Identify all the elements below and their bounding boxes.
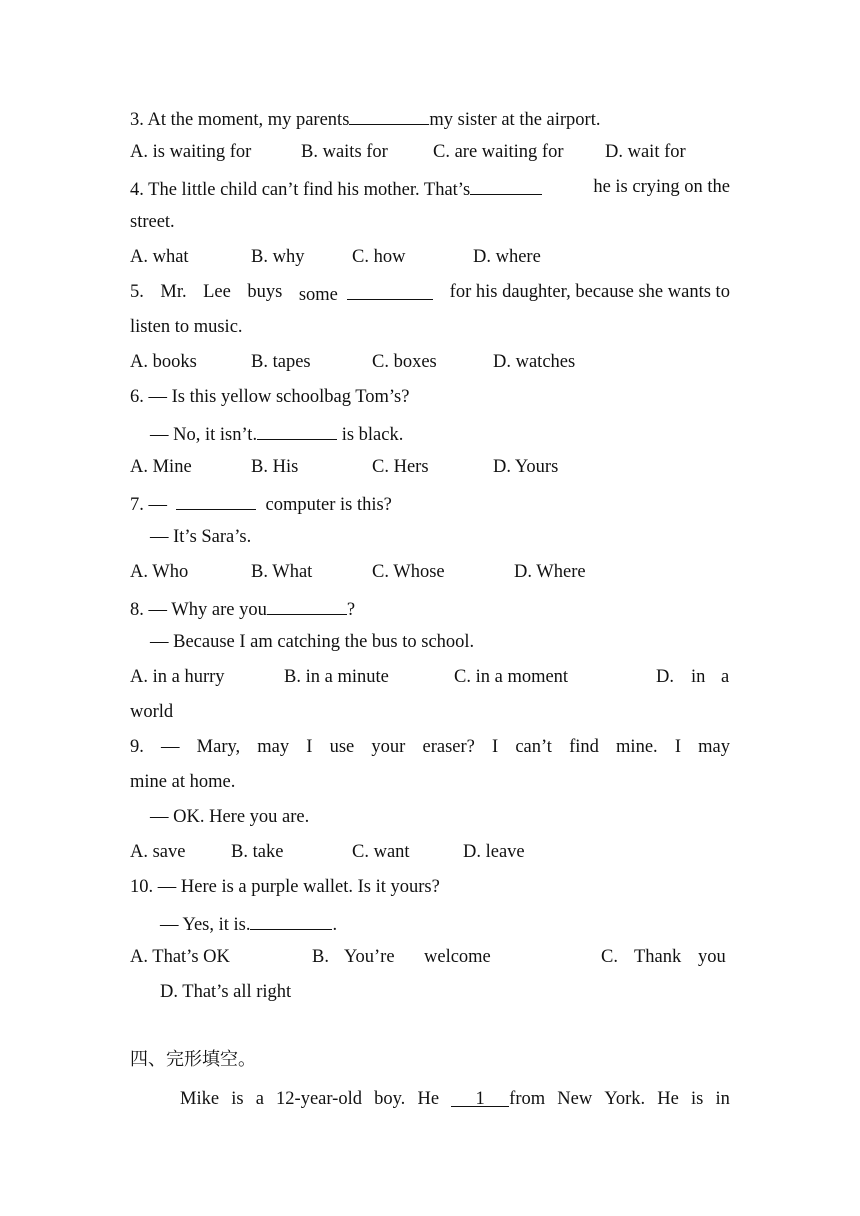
option-a: A. in a hurry — [130, 667, 225, 687]
option-d: D. leave — [463, 842, 525, 862]
option-c: C. boxes — [372, 352, 437, 372]
option-c: C. are waiting for — [433, 142, 564, 162]
question-9-stem: 9. — Mary, may I use your eraser? I can’t find mine. I may — [130, 737, 730, 757]
answer-blank — [347, 280, 433, 300]
question-9-line-3: — OK. Here you are. — [150, 807, 310, 827]
option-a: A. Mine — [130, 457, 192, 477]
answer-blank — [176, 490, 256, 510]
question-8-line-1: 8. — Why are you ? — [130, 595, 730, 622]
option-a: A. That’s OK — [130, 947, 230, 967]
question-6-line-1: 6. — Is this yellow schoolbag Tom’s? — [130, 387, 410, 407]
question-5-stem: 5. Mr. Lee buys some for his daughter, because she wants to — [130, 282, 730, 305]
option-b: B. why — [251, 247, 305, 267]
question-10-line-1: 10. — Here is a purple wallet. Is it yours? — [130, 877, 440, 897]
option-a: A. is waiting for — [130, 142, 252, 162]
answer-blank — [349, 105, 429, 125]
answer-blank — [267, 595, 347, 615]
option-d: D. — [656, 667, 674, 687]
option-b: B. — [312, 947, 329, 967]
option-d-word: in — [691, 667, 706, 687]
cloze-passage-line: Mike is a 12-year-old boy. He 1 from New York. He is in — [180, 1089, 730, 1109]
option-d: D. where — [473, 247, 541, 267]
option-b-word: You’re — [344, 947, 395, 967]
question-9-stem-continued: mine at home. — [130, 772, 236, 792]
option-b: B. take — [231, 842, 284, 862]
answer-blank — [250, 910, 332, 930]
option-d: D. watches — [493, 352, 576, 372]
option-b: B. His — [251, 457, 299, 477]
option-c: C. in a moment — [454, 667, 569, 687]
answer-blank — [257, 420, 337, 440]
option-d: D. Where — [514, 562, 586, 582]
option-c-word: you — [698, 947, 726, 967]
option-c: C. Whose — [372, 562, 445, 582]
question-10-options-wrap: D. That’s all right — [160, 982, 292, 1002]
option-d-word: a — [721, 667, 730, 687]
answer-blank — [470, 175, 542, 195]
cloze-blank-number: 1 — [451, 1087, 509, 1107]
option-b: B. What — [251, 562, 313, 582]
question-4-stem-continued: street. — [130, 212, 175, 232]
option-c-word: Thank — [634, 947, 682, 967]
question-5-stem-continued: listen to music. — [130, 317, 243, 337]
option-c: C. — [601, 947, 618, 967]
question-7-line-1: 7. — computer is this? — [130, 490, 730, 517]
question-7-line-2: — It’s Sara’s. — [150, 527, 252, 547]
option-a: A. save — [130, 842, 186, 862]
section-heading: 四、完形填空。 — [130, 1049, 256, 1070]
option-b: B. in a minute — [284, 667, 389, 687]
option-a: A. what — [130, 247, 189, 267]
question-8-options-wrap: world — [130, 702, 174, 722]
question-4-stem: 4. The little child can’t find his mother. That’s he is crying on the — [130, 177, 730, 200]
option-c: C. want — [352, 842, 410, 862]
question-8-line-2: — Because I am catching the bus to school. — [150, 632, 475, 652]
option-b: B. tapes — [251, 352, 311, 372]
option-d: D. wait for — [605, 142, 686, 162]
question-10-line-2: — Yes, it is. . — [160, 910, 760, 937]
question-3-stem: 3. At the moment, my parents my sister at the airport. — [130, 105, 730, 132]
option-a: A. books — [130, 352, 197, 372]
option-d: D. Yours — [493, 457, 559, 477]
option-c: C. Hers — [372, 457, 429, 477]
option-c: C. how — [352, 247, 406, 267]
option-a: A. Who — [130, 562, 189, 582]
question-6-line-2: — No, it isn’t. is black. — [150, 420, 750, 447]
option-b: B. waits for — [301, 142, 388, 162]
option-b-word: welcome — [424, 947, 491, 967]
